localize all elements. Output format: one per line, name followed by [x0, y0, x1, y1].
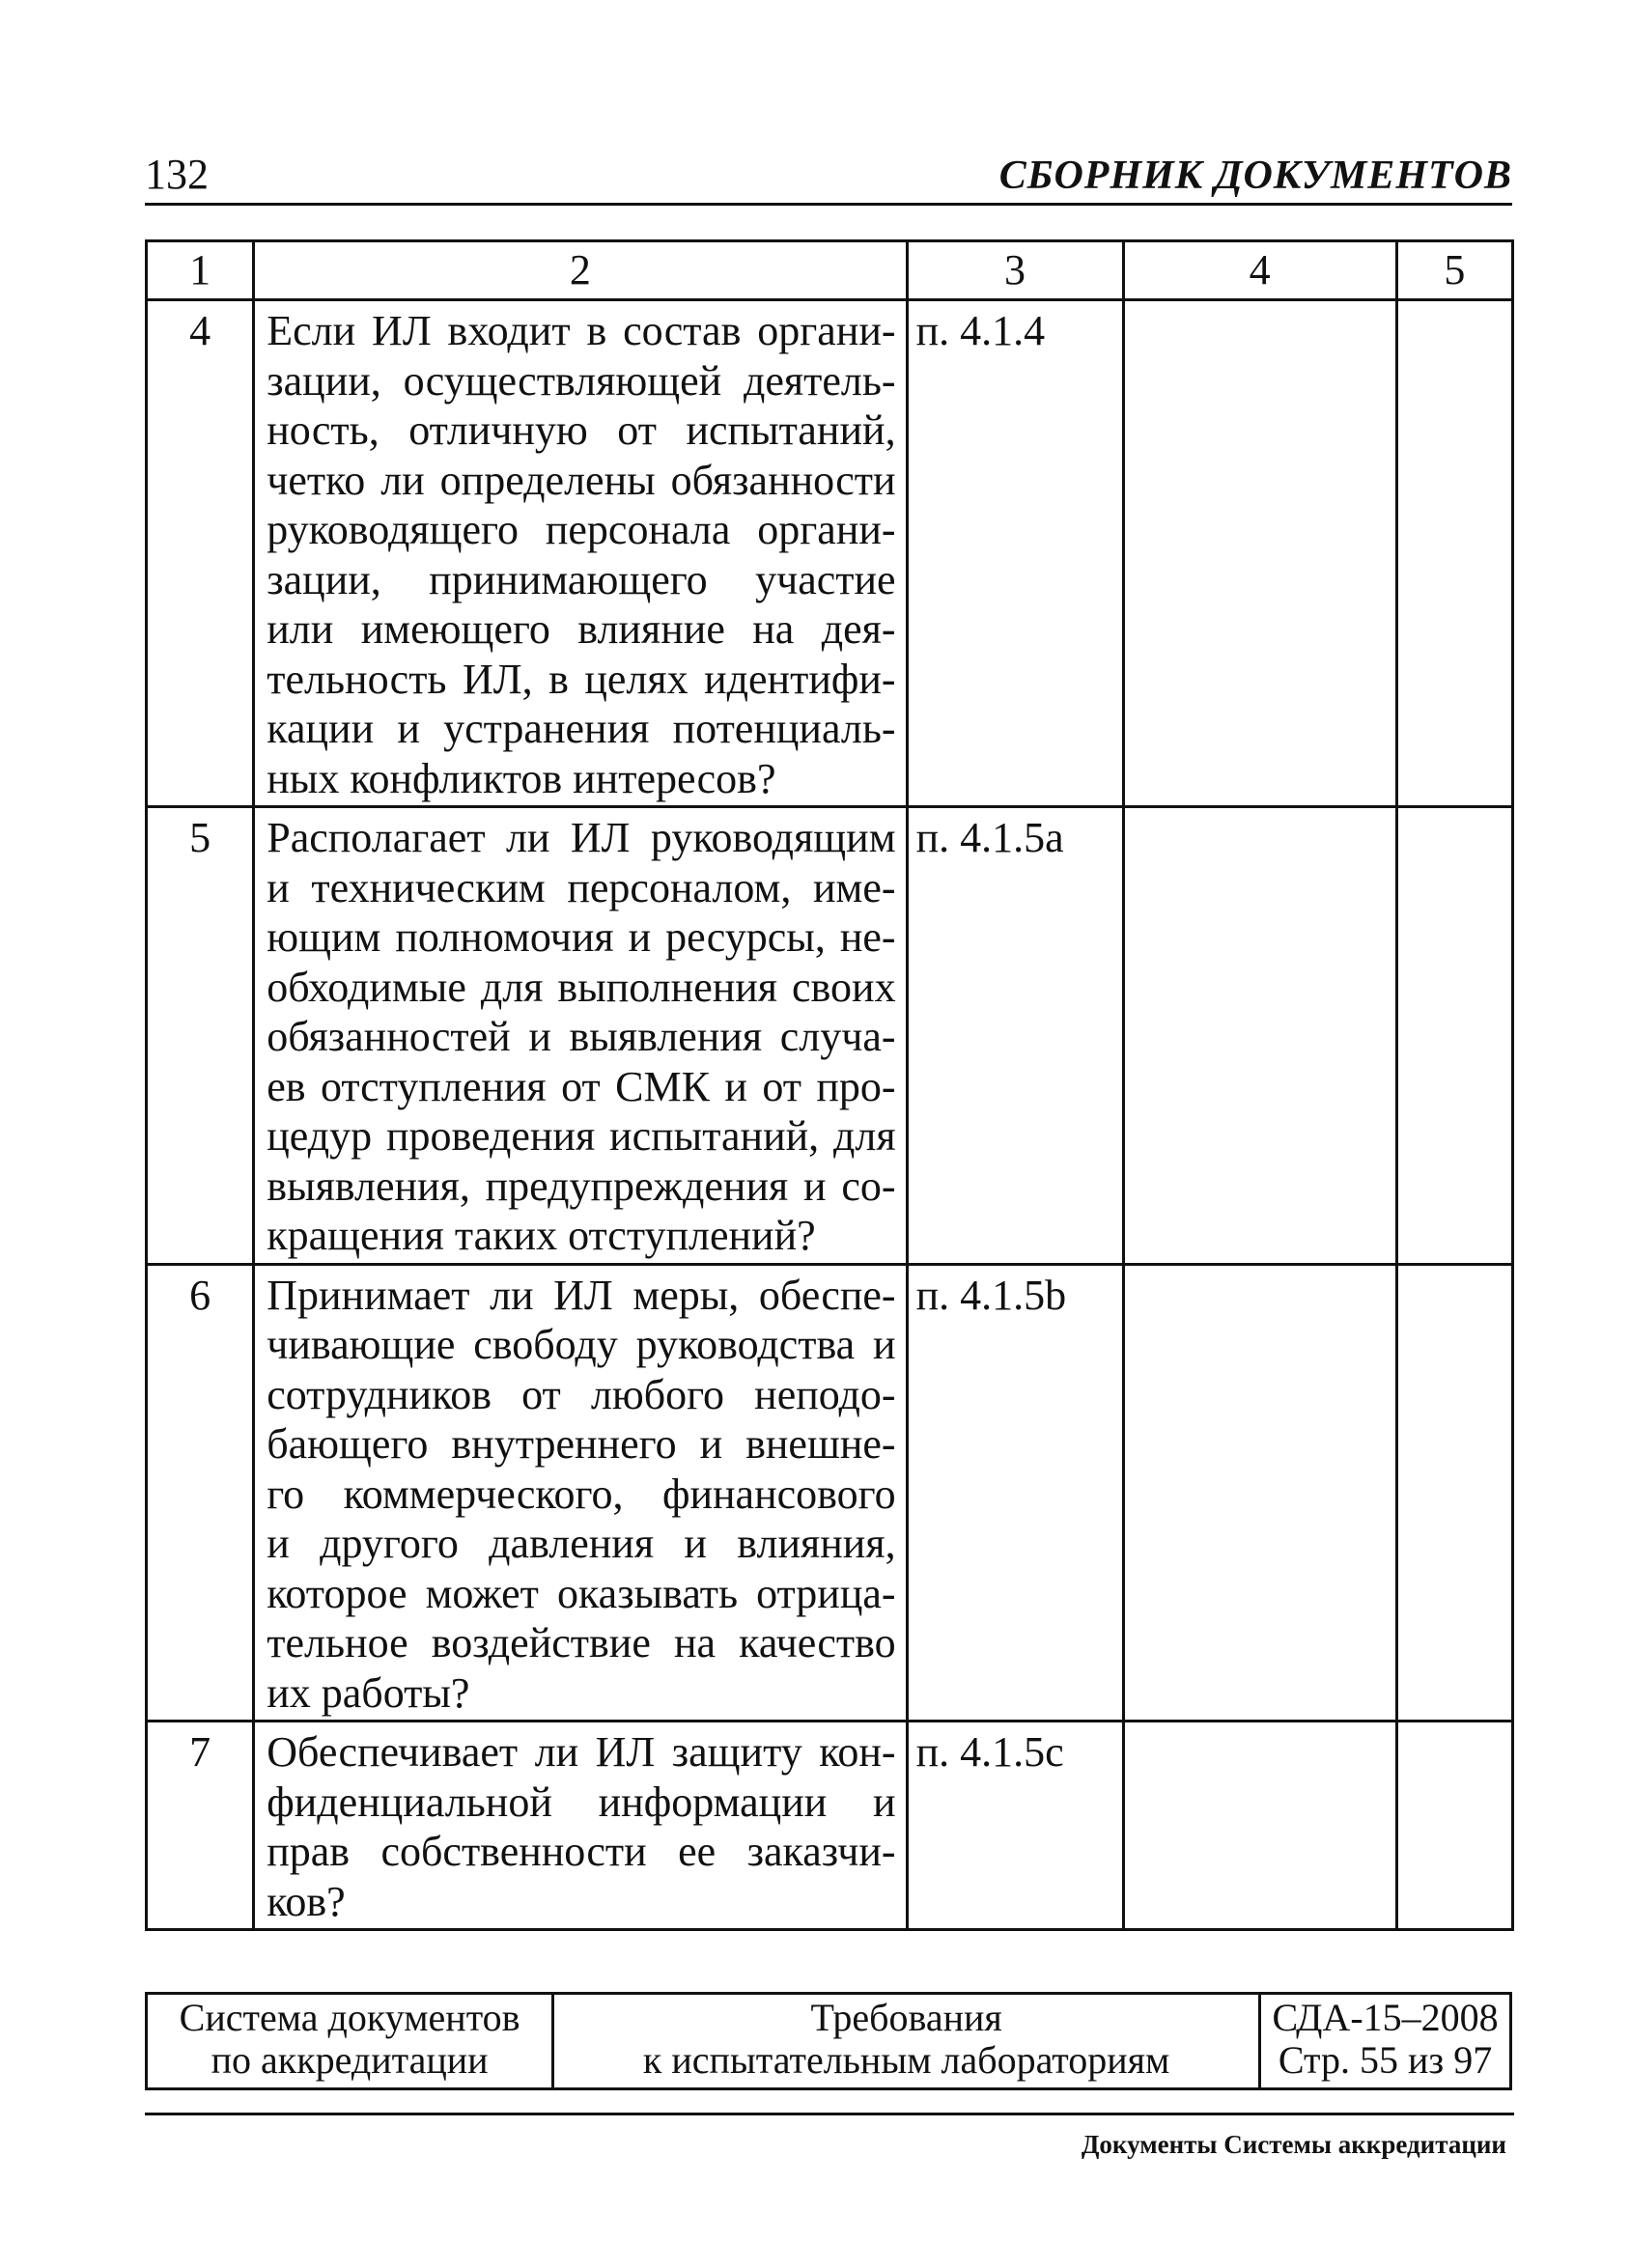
requirement-line: зации, принимающего участие [267, 555, 896, 603]
table-row [147, 1264, 1513, 1722]
column-5-cell [1396, 1264, 1512, 1722]
requirement-line: тельное воздействие на качество [267, 1619, 896, 1666]
column-number: 1 [147, 241, 254, 300]
item-number: 5 [147, 807, 254, 1265]
item-number: 6 [147, 1264, 254, 1722]
publisher-line: Документы Системы аккредитации [1081, 2130, 1506, 2159]
column-4-cell [1123, 807, 1396, 1265]
requirement-line: ев отступления от СМК и от про- [267, 1062, 896, 1110]
document-title-cell [553, 1994, 1260, 2089]
system-name-line: по аккредитации [211, 2038, 489, 2082]
column-number: 5 [1396, 241, 1512, 300]
column-5-cell [1396, 1722, 1512, 1930]
requirement-line: фиденциальной информации и [267, 1778, 896, 1826]
clause-reference: п. 4.1.5с [907, 1722, 1123, 1930]
requirement-text [254, 1264, 907, 1722]
page-header [145, 145, 1512, 206]
requirement-line: го коммерческого, финансового [267, 1470, 896, 1518]
requirement-line: ность, отличную от испытаний, [267, 406, 896, 454]
document-title-line: Требования [810, 1996, 1002, 2039]
document-code-cell [1260, 1994, 1511, 2089]
table-row [147, 807, 1513, 1265]
requirement-line: зации, осуществляющей деятель- [267, 356, 896, 405]
requirement-line: чивающие свободу руководства и [267, 1321, 896, 1368]
document-code: СДА-15–2008 [1272, 1996, 1499, 2039]
system-name-line: Система документов [179, 1996, 520, 2039]
clause-reference: п. 4.1.5а [907, 807, 1123, 1265]
item-number: 4 [147, 300, 254, 807]
column-4-cell [1123, 1722, 1396, 1930]
requirement-line: Если ИЛ входит в состав органи- [267, 307, 896, 354]
requirement-line: ных конфликтов интересов? [267, 754, 776, 802]
requirement-line: цедур проведения испытаний, для [267, 1112, 896, 1160]
table-body [147, 241, 1513, 1930]
requirement-line: обязанностей и выявления случа- [267, 1013, 896, 1060]
requirement-line: выявления, предупреждения и со- [267, 1162, 896, 1210]
table-row [147, 300, 1513, 807]
item-number: 7 [147, 1722, 254, 1930]
clause-reference: п. 4.1.5b [907, 1264, 1123, 1722]
requirement-line: руководящего персонала органи- [267, 506, 896, 553]
requirement-line: ющим полномочия и ресурсы, не- [267, 913, 896, 961]
column-number: 4 [1123, 241, 1396, 300]
requirement-line: Обеспечивает ли ИЛ защиту кон- [267, 1728, 896, 1776]
requirement-text [254, 300, 907, 807]
document-footer-table [145, 1992, 1512, 2090]
requirement-line: бающего внутреннего и внешне- [267, 1420, 896, 1468]
column-4-cell [1123, 1264, 1396, 1722]
requirement-text [254, 807, 907, 1265]
column-4-cell [1123, 300, 1396, 807]
requirement-line: ков? [267, 1877, 346, 1925]
page-info: Стр. 55 из 97 [1278, 2038, 1493, 2082]
requirement-line: четко ли определены обязанности [267, 456, 896, 504]
requirement-line: сотрудников от любого неподо- [267, 1370, 896, 1418]
page-number: 132 [145, 151, 209, 198]
requirement-line: которое может оказывать отрица- [267, 1569, 896, 1617]
clause-reference: п. 4.1.4 [907, 300, 1123, 807]
requirement-line: или имеющего влияние на дея- [267, 605, 896, 653]
requirement-line: Располагает ли ИЛ руководящим [267, 814, 896, 861]
collection-title: СБОРНИК ДОКУМЕНТОВ [998, 154, 1512, 198]
column-5-cell [1396, 300, 1512, 807]
requirement-line: тельность ИЛ, в целях идентифи- [267, 655, 896, 703]
column-number-row [147, 241, 1513, 300]
column-number: 2 [254, 241, 907, 300]
requirement-line: кращения таких отступлений? [267, 1212, 816, 1259]
requirement-line: и другого давления и влияния, [267, 1520, 896, 1567]
requirement-line: кации и устранения потенциаль- [267, 705, 896, 752]
requirements-table [145, 239, 1514, 1931]
bottom-rule [145, 2113, 1514, 2115]
requirement-line: их работы? [267, 1668, 470, 1717]
requirement-line: прав собственности ее заказчи- [267, 1828, 896, 1875]
table-row [147, 1722, 1513, 1930]
requirement-text [254, 1722, 907, 1930]
requirement-line: и техническим персоналом, име- [267, 863, 896, 911]
column-number: 3 [907, 241, 1123, 300]
requirement-line: Принимает ли ИЛ меры, обеспе- [267, 1271, 896, 1319]
column-5-cell [1396, 807, 1512, 1265]
document-title-line: к испытательным лабораториям [642, 2038, 1170, 2082]
system-name-cell [147, 1994, 553, 2089]
requirement-line: обходимые для выполнения своих [267, 963, 896, 1011]
